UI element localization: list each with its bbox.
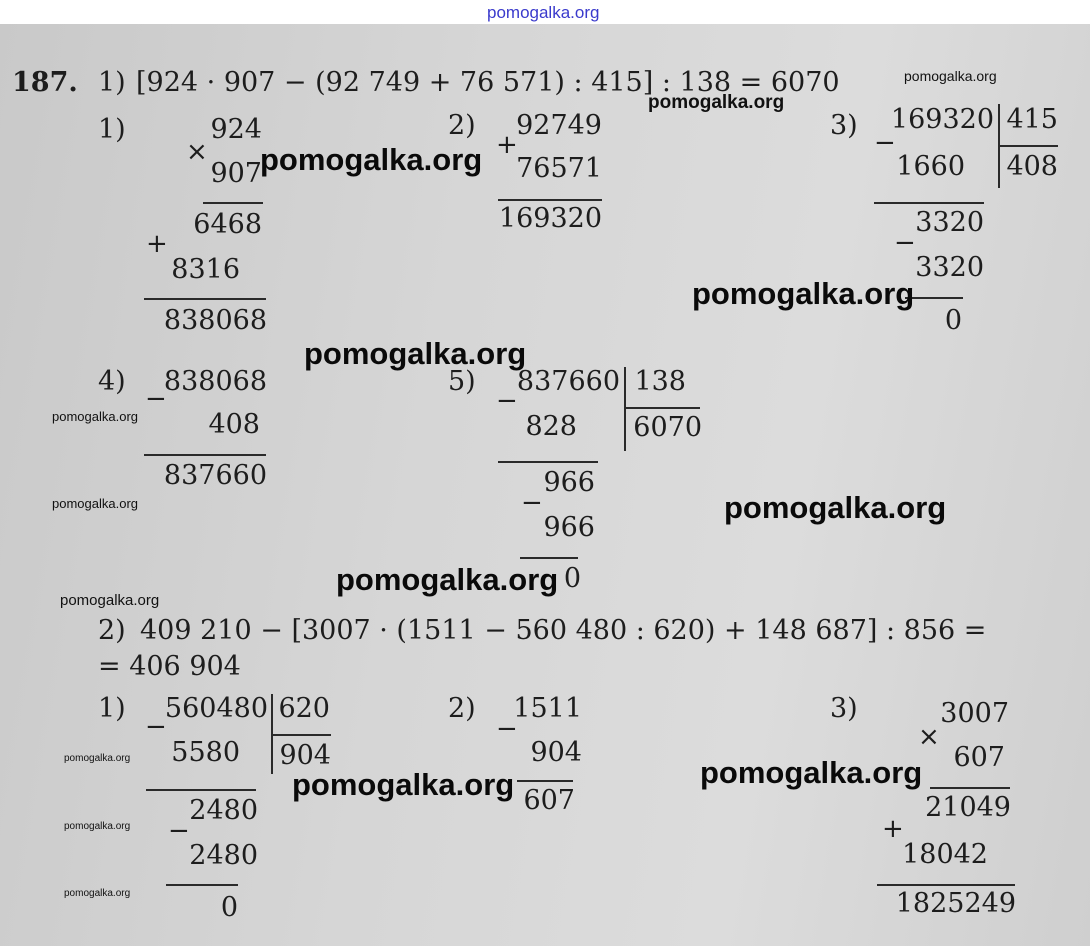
p1-step1-mul-sign: × (186, 137, 208, 167)
p1-step1-partial2: 8316 (171, 254, 240, 285)
p1-step1-a: 924 (210, 114, 262, 145)
watermark: pomogalka.org (52, 409, 138, 424)
p1-step4-result: 837660 (163, 460, 267, 491)
p1-step3-minus1: − (874, 128, 896, 158)
p2-step3-result: 1825249 (895, 888, 1016, 919)
p2-step3-rule2 (877, 884, 1015, 886)
p1-step3-bracket-horizontal (1000, 145, 1058, 147)
p2-step1-rule1 (146, 789, 256, 791)
p2-step3-label: 3) (830, 693, 858, 724)
p1-step1-label: 1) (98, 114, 126, 145)
p2-step3-partial1: 21049 (925, 792, 1011, 823)
p1-step2-rule (498, 199, 602, 201)
p1-step3-rule1 (874, 202, 984, 204)
p2-step3-mul-sign: × (918, 722, 940, 752)
p1-step5-rem1: 966 (543, 467, 595, 498)
p1-step2-label: 2) (448, 110, 476, 141)
p1-step2-plus-sign: + (496, 130, 518, 160)
p1-step3-sub2: 3320 (915, 252, 984, 283)
p1-step2-b: 76571 (516, 153, 602, 184)
p1-step3-sub1: 1660 (896, 151, 965, 182)
p2-step2-result: 607 (523, 785, 575, 816)
p1-step4-rule (144, 454, 266, 456)
p1-step5-sub2: 966 (543, 512, 595, 543)
p1-step3-label: 3) (830, 110, 858, 141)
p1-step5-sub1: 828 (525, 411, 577, 442)
p1-step5-minus1: − (496, 386, 518, 416)
p1-step5-rem2: 0 (563, 563, 581, 594)
p1-step5-minus2: − (521, 488, 543, 518)
site-watermark-header[interactable]: pomogalka.org (487, 3, 600, 22)
p1-step3-rem1: 3320 (915, 207, 984, 238)
p2-step2-minus: − (496, 714, 518, 744)
p1-step1-rule1 (203, 202, 263, 204)
part2-label: 2) (98, 615, 126, 646)
p2-step1-bracket-horizontal (273, 734, 331, 736)
p2-step1-minus2: − (168, 816, 190, 846)
p1-step1-result: 838068 (163, 305, 267, 336)
p2-step1-rem2: 0 (220, 892, 238, 923)
watermark: pomogalka.org (292, 767, 515, 802)
p1-step5-divisor: 138 (634, 366, 686, 397)
watermark: pomogalka.org (64, 888, 131, 899)
p2-step2-rule (517, 780, 573, 782)
p2-step1-divisor: 620 (278, 693, 330, 724)
p1-step3-rem2: 0 (944, 305, 962, 336)
watermark: pomogalka.org (64, 821, 131, 832)
textbook-page (0, 24, 1090, 946)
watermark: pomogalka.org (64, 753, 131, 764)
p1-step2-result: 169320 (498, 203, 602, 234)
p1-step4-a: 838068 (163, 366, 267, 397)
p2-step1-label: 1) (98, 693, 126, 724)
p1-step5-quotient: 6070 (633, 412, 702, 443)
p1-step4-minus: − (145, 384, 167, 414)
p1-step1-b: 907 (210, 158, 262, 189)
p2-step1-dividend: 560480 (164, 693, 268, 724)
p1-step3-quotient: 408 (1006, 151, 1058, 182)
watermark: pomogalka.org (648, 92, 785, 113)
p1-step5-dividend: 837660 (516, 366, 620, 397)
p1-step5-label: 5) (448, 366, 476, 397)
p1-step3-minus2: − (894, 228, 916, 258)
p2-step3-add-sign: + (882, 814, 904, 844)
p2-step3-partial2: 18042 (902, 839, 988, 870)
watermark: pomogalka.org (304, 336, 527, 371)
p2-step3-rule1 (930, 787, 1010, 789)
problem-number: 187. (12, 67, 78, 98)
p2-step1-rule2 (166, 884, 238, 886)
watermark: pomogalka.org (692, 276, 915, 311)
p2-step2-a: 1511 (513, 693, 582, 724)
p1-step2-a: 92749 (516, 110, 602, 141)
p1-step5-bracket-vertical (624, 367, 626, 451)
part1-expression: [924 · 907 − (92 749 + 76 571) : 415] : 138 = 6070 (136, 67, 840, 98)
watermark: pomogalka.org (260, 142, 483, 177)
p1-step5-rule2 (520, 557, 578, 559)
p1-step3-divisor: 415 (1006, 104, 1058, 135)
p1-step1-partial1: 6468 (193, 209, 262, 240)
p1-step4-label: 4) (98, 366, 126, 397)
p2-step1-minus1: − (145, 712, 167, 742)
part2-expression-line1: 409 210 − [3007 · (1511 − 560 480 : 620) + 148 687] : 856 = (140, 615, 987, 646)
part2-expression-line2: = 406 904 (98, 651, 241, 682)
watermark: pomogalka.org (52, 496, 138, 511)
p2-step1-sub1: 5580 (171, 737, 240, 768)
p2-step2-label: 2) (448, 693, 476, 724)
part1-label: 1) (98, 67, 126, 98)
p2-step2-b: 904 (530, 737, 582, 768)
p1-step4-b: 408 (208, 409, 260, 440)
watermark: pomogalka.org (60, 592, 160, 609)
p1-step1-rule2 (144, 298, 266, 300)
p1-step5-rule1 (498, 461, 598, 463)
watermark: pomogalka.org (724, 490, 947, 525)
p1-step3-dividend: 169320 (890, 104, 994, 135)
p1-step5-bracket-horizontal (626, 407, 700, 409)
watermark: pomogalka.org (904, 68, 997, 84)
p2-step3-a: 3007 (940, 698, 1009, 729)
p1-step1-add-sign: + (146, 229, 168, 259)
p2-step3-b: 607 (953, 742, 1005, 773)
p2-step1-quotient: 904 (279, 740, 331, 771)
p2-step1-rem1: 2480 (189, 795, 258, 826)
p2-step1-sub2: 2480 (189, 840, 258, 871)
watermark: pomogalka.org (336, 562, 559, 597)
watermark: pomogalka.org (700, 755, 923, 790)
